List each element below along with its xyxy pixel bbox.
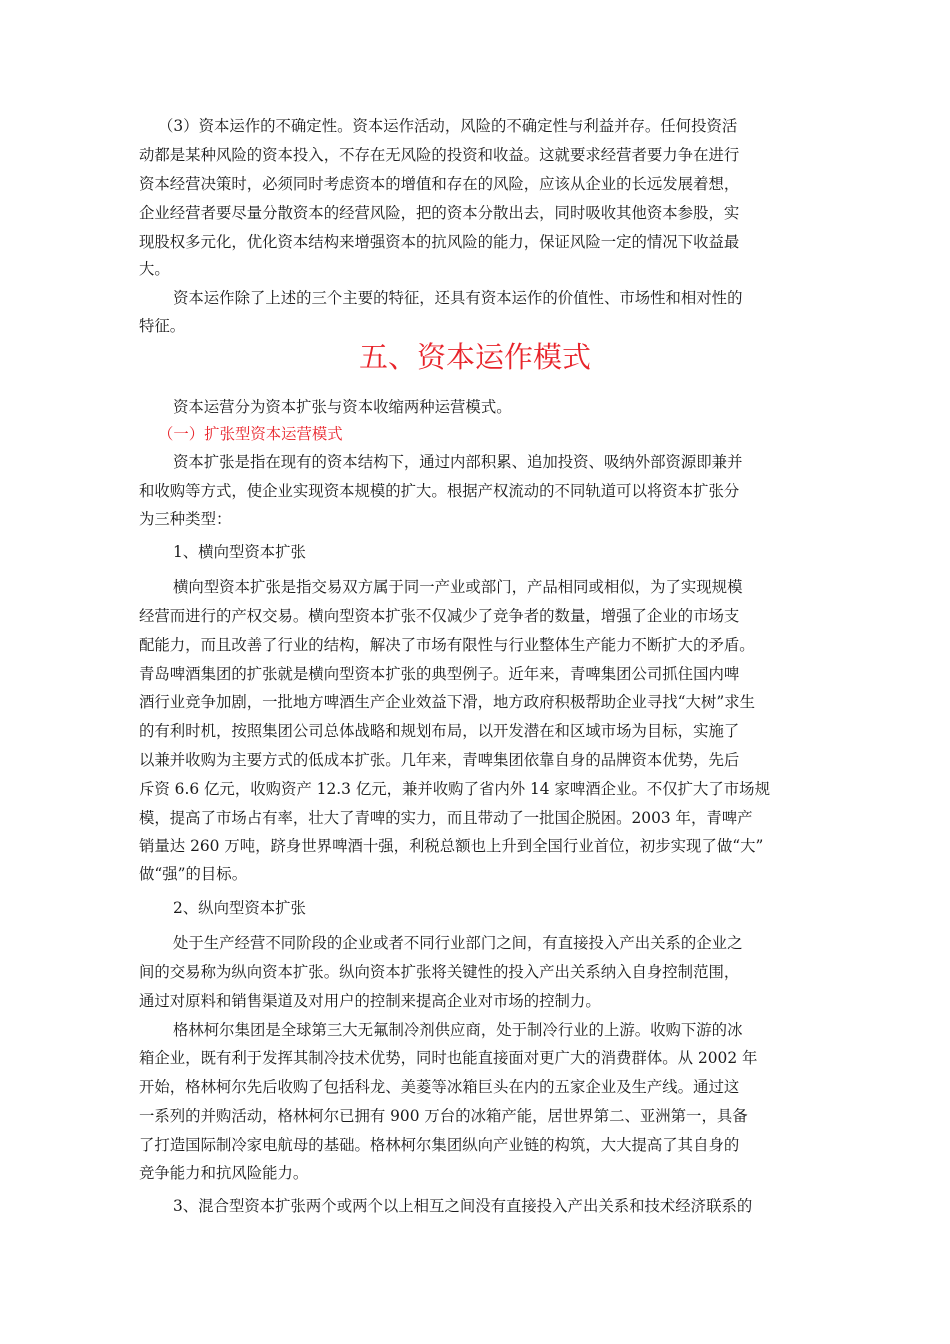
paragraph-line: 酒行业竞争加剧，一批地方啤酒生产企业效益下滑，地方政府积极帮助企业寻找“大树”求生	[139, 693, 755, 711]
subsection-heading: （一）扩张型资本运营模式	[158, 425, 343, 443]
paragraph-line: 箱企业，既有利于发挥其制冷技术优势，同时也能直接面对更广大的消费群体。从 2002 年	[139, 1049, 758, 1067]
paragraph-line: 现股权多元化，优化资本结构来增强资本的抗风险的能力，保证风险一定的情况下收益最	[139, 233, 740, 251]
paragraph-line: 资本扩张是指在现有的资本结构下，通过内部积累、追加投资、吸纳外部资源即兼并	[173, 453, 743, 471]
paragraph-line: 配能力，而且改善了行业的结构，解决了市场有限性与行业整体生产能力不断扩大的矛盾。	[139, 636, 755, 654]
paragraph-line: 销量达 260 万吨，跻身世界啤酒十强，利税总额也上升到全国行业首位，初步实现了做“大”	[139, 837, 764, 855]
section-title: 五、资本运作模式	[358, 340, 591, 374]
item-heading: 2、纵向型资本扩张	[173, 899, 306, 917]
paragraph-line: 格林柯尔集团是全球第三大无氟制冷剂供应商，处于制冷行业的上游。收购下游的冰	[173, 1021, 743, 1039]
item-heading: 1、横向型资本扩张	[173, 543, 306, 561]
paragraph-line: 动都是某种风险的资本投入，不存在无风险的投资和收益。这就要求经营者要力争在进行	[139, 146, 740, 164]
paragraph-line: 企业经营者要尽量分散资本的经营风险，把的资本分散出去，同时吸收其他资本参股，实	[139, 204, 740, 222]
paragraph-line: 青岛啤酒集团的扩张就是横向型资本扩张的典型例子。近年来，青啤集团公司抓住国内啤	[139, 665, 740, 683]
paragraph-line: 通过对原料和销售渠道及对用户的控制来提高企业对市场的控制力。	[139, 992, 601, 1010]
paragraph-line: 以兼并收购为主要方式的低成本扩张。几年来，青啤集团依靠自身的品牌资本优势，先后	[139, 751, 740, 769]
paragraph-line: （3）资本运作的不确定性。资本运作活动，风险的不确定性与利益并存。任何投资活	[158, 117, 738, 135]
paragraph-line: 一系列的并购活动，格林柯尔已拥有 900 万台的冰箱产能，居世界第二、亚洲第一，具备	[139, 1107, 748, 1125]
paragraph-line: 做“强”的目标。	[139, 865, 248, 883]
paragraph-line: 竞争能力和抗风险能力。	[139, 1164, 309, 1182]
paragraph-line: 开始，格林柯尔先后收购了包括科龙、美菱等冰箱巨头在内的五家企业及生产线。通过这	[139, 1078, 740, 1096]
paragraph-line: 的有利时机，按照集团公司总体战略和规划布局，以开发潜在和区域市场为目标，实施了	[139, 722, 740, 740]
paragraph-line: 处于生产经营不同阶段的企业或者不同行业部门之间，有直接投入产出关系的企业之	[173, 934, 743, 952]
paragraph-line: 了打造国际制冷家电航母的基础。格林柯尔集团纵向产业链的构筑，大大提高了其自身的	[139, 1136, 740, 1154]
paragraph-line: 大。	[139, 260, 170, 278]
paragraph-line: 经营而进行的产权交易。横向型资本扩张不仅减少了竞争者的数量，增强了企业的市场支	[139, 607, 740, 625]
paragraph-line: 斥资 6.6 亿元，收购资产 12.3 亿元，兼并收购了省内外 14 家啤酒企业。不仅扩大了市场规	[139, 780, 770, 798]
paragraph-line: 为三种类型：	[139, 510, 232, 528]
paragraph-line: 和收购等方式，使企业实现资本规模的扩大。根据产权流动的不同轨道可以将资本扩张分	[139, 482, 740, 500]
paragraph-line: 资本运作除了上述的三个主要的特征，还具有资本运作的价值性、市场性和相对性的	[173, 289, 743, 307]
paragraph-line: 资本运营分为资本扩张与资本收缩两种运营模式。	[173, 398, 512, 416]
paragraph-line: 3、混合型资本扩张两个或两个以上相互之间没有直接投入产出关系和技术经济联系的	[173, 1197, 753, 1215]
paragraph-line: 模，提高了市场占有率，壮大了青啤的实力，而且带动了一批国企脱困。2003 年，青啤产	[139, 809, 753, 827]
paragraph-line: 资本经营决策时，必须同时考虑资本的增值和存在的风险，应该从企业的长远发展着想，	[139, 175, 740, 193]
paragraph-line: 特征。	[139, 317, 186, 335]
paragraph-line: 间的交易称为纵向资本扩张。纵向资本扩张将关键性的投入产出关系纳入自身控制范围，	[139, 963, 740, 981]
paragraph-line: 横向型资本扩张是指交易双方属于同一产业或部门，产品相同或相似，为了实现规模	[173, 578, 743, 596]
